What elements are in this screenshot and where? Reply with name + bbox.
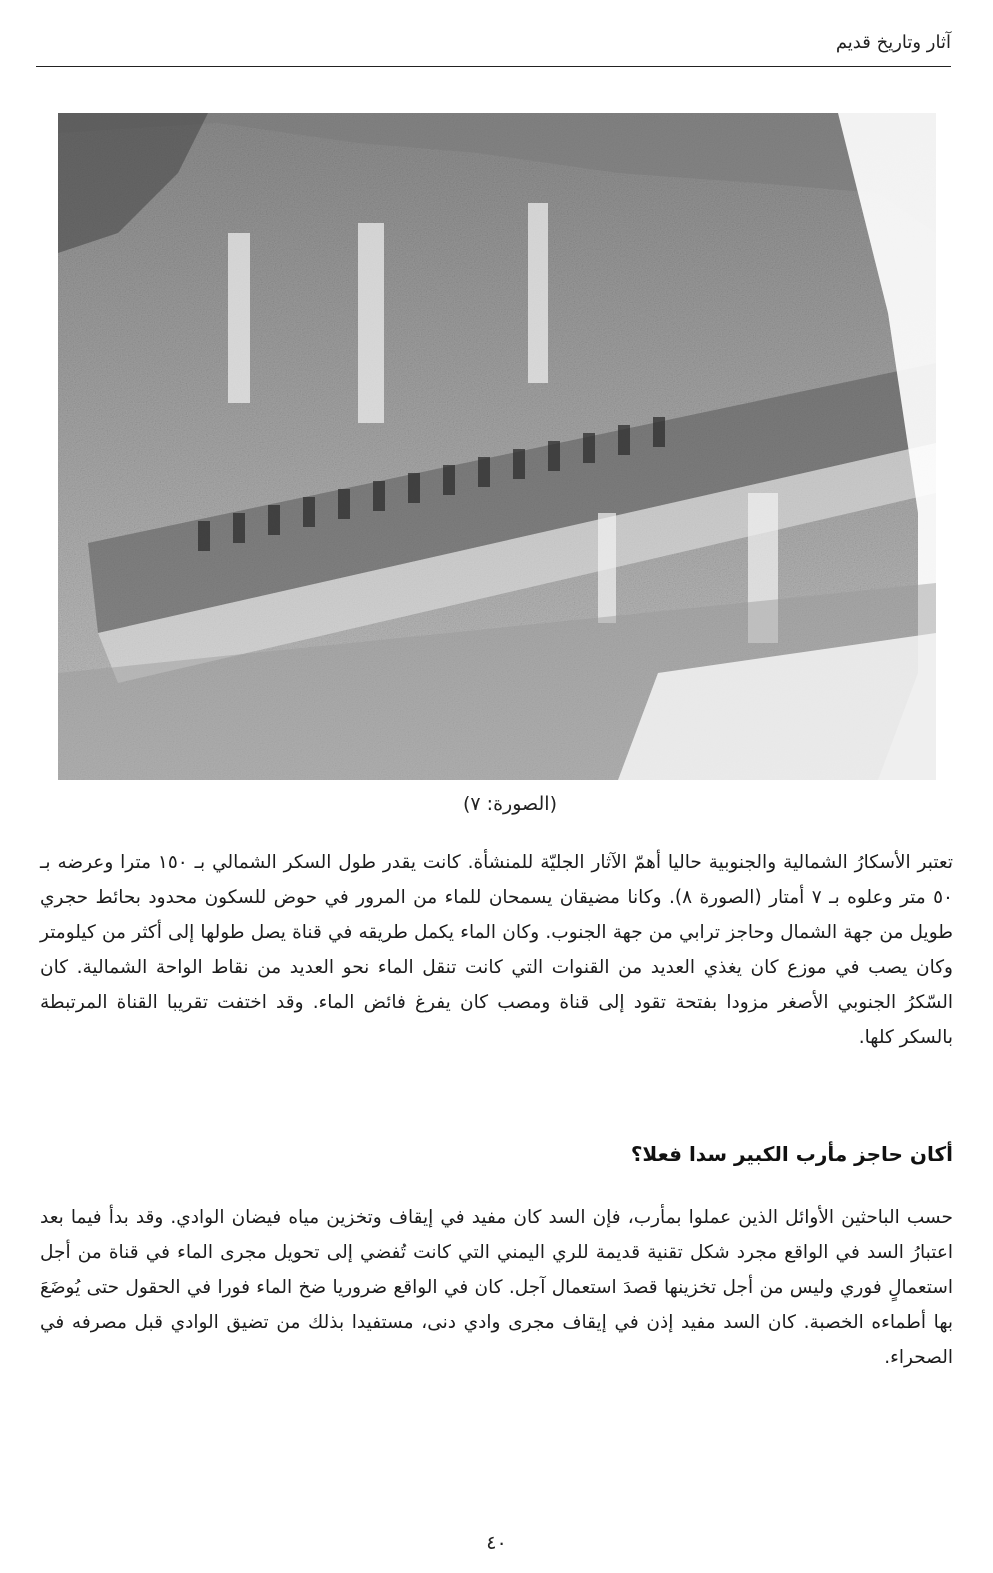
section-heading: أكان حاجز مأرب الكبير سدا فعلا؟ [630, 1142, 953, 1166]
rock-wall-photo-illustration [58, 113, 936, 780]
page-number: ٤٠ [486, 1532, 507, 1554]
figure-caption: (الصورة: ٧) [463, 793, 557, 815]
body-paragraph-1: تعتبر الأسكارُ الشمالية والجنوبية حاليا أهمّ الآثار الجليّة للمنشأة. كانت يقدر طول السكر الشمالي بـ ١٥٠ مترا وعرضه بـ ٥٠ متر وعلوه بـ ٧ أمتار (الصورة ٨). وكانا مضيقان يسمحان للماء من المرور في حوض للسكون محدود بحائط حجري طويل من جهة الشمال وحاجز ترابي من جهة الجنوب. وكان الماء يكمل طريقه في قناة يصل طولها إلى أكثر من كيلومتر وكان يصب في موزع كان يغذي العديد من القنوات التي كانت تنقل الماء نحو العديد من نقاط الواحة الشمالية. كان السّكرُ الجنوبي الأصغر مزودا بفتحة تقود إلى قناة ومصب كان يفرغ فائض الماء. وقد اختفت تقريبا القناة المرتبطة بالسكر كلها. [40, 852, 953, 1048]
running-header-title: آثار وتاريخ قديم [835, 32, 951, 53]
archaeological-photo [58, 113, 936, 780]
body-paragraph-2: حسب الباحثين الأوائل الذين عملوا بمأرب، فإن السد كان مفيد في إيقاف وتخزين مياه فيضان الوادي. وقد بدأ فيما بعد اعتبارُ السد في الواقع مجرد شكل تقنية قديمة للري اليمني التي كانت تُفضي إلى تحويل مجرى الماء في قناة من أجل استعمالٍ فوري وليس من أجل تخزينها قصدَ استعمال آجل. كان في الواقع ضروريا ضخ الماء فورا في الحقول حتى يُوضَعَ بها أطماءه الخصبة. كان السد مفيد إذن في إيقاف مجرى وادي دنى، مستفيدا بذلك من تضيق الوادي قبل مصرفه في الصحراء. [40, 1207, 953, 1368]
running-header [36, 30, 951, 67]
